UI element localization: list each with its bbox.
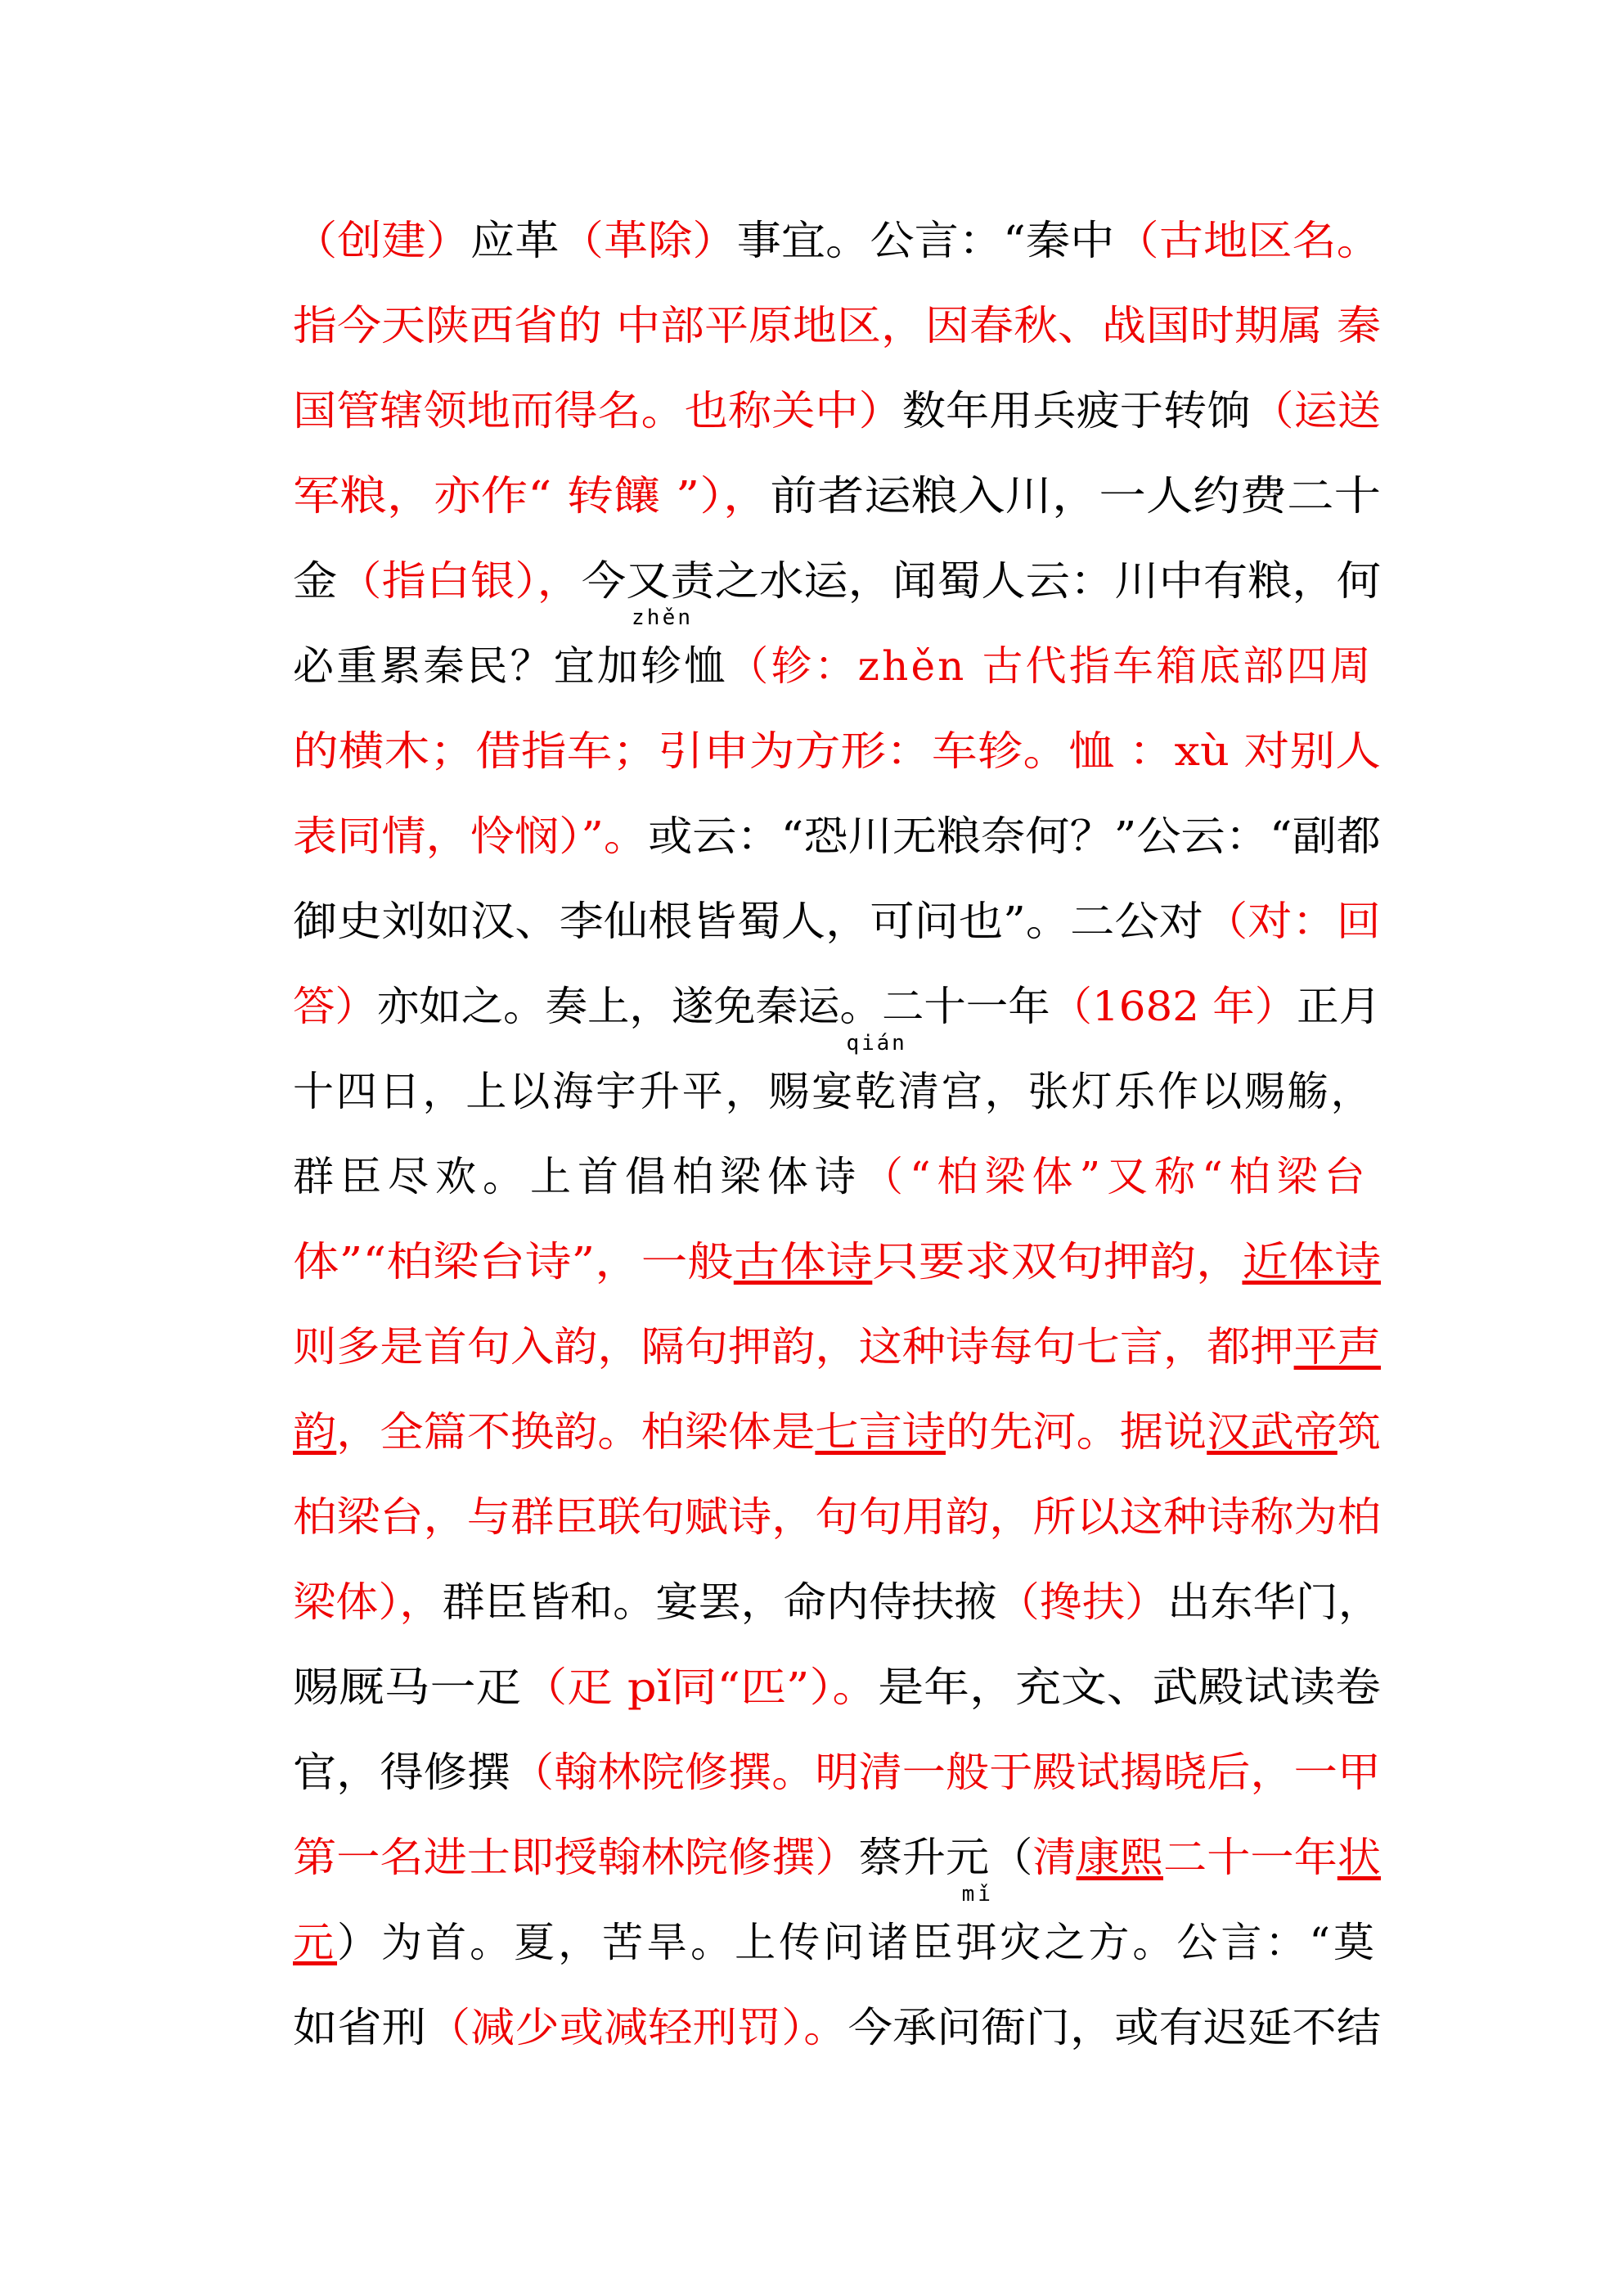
text-line-content	[293, 1995, 1381, 2054]
annotation-text: 康熙	[1076, 1834, 1163, 1881]
text-line	[293, 877, 1381, 962]
text-line-content	[293, 1484, 1381, 1543]
body-text: 必重累秦民？宜加	[293, 642, 641, 690]
body-text: 前者运粮入川，一人约费二十	[770, 472, 1381, 520]
annotation-text: 梁体），	[293, 1578, 443, 1626]
annotation-text: （革除）	[559, 217, 737, 264]
text-line	[293, 792, 1381, 877]
pinyin-annotation: qián	[846, 1031, 907, 1056]
body-text: 十四日，上以海宇升平，赐宴	[293, 1068, 856, 1115]
text-line	[293, 962, 1381, 1047]
body-text: 金	[293, 557, 338, 605]
body-text: 出东华门，	[1167, 1578, 1382, 1626]
body-text: 亦如之。奏上，遂免秦运。二十一年	[376, 983, 1050, 1030]
text-line	[293, 1473, 1381, 1558]
text-line	[293, 1813, 1381, 1898]
body-text: 赐厩马一疋	[293, 1663, 522, 1711]
annotation-text: （“柏梁体”又称“柏梁台	[862, 1153, 1372, 1200]
text-line-content	[293, 1229, 1381, 1288]
annotation-text: 清	[1032, 1834, 1077, 1881]
body-text: 群臣尽欢。上首倡柏梁体诗	[293, 1153, 862, 1200]
annotation-text: 只要求双句押韵，	[872, 1238, 1243, 1285]
text-line-content	[293, 293, 1381, 352]
body-text: 蔡升元（	[858, 1834, 1033, 1881]
annotation-text: 则多是首句入韵，隔句押韵，这种诗每句七言，都押	[293, 1323, 1294, 1371]
body-text: 恤	[684, 642, 728, 690]
annotated-character-text: 轸	[641, 642, 685, 690]
text-line	[293, 1218, 1381, 1303]
pinyin-annotation: zhěn	[632, 606, 694, 630]
body-text: 灾之方。公言：“莫	[1000, 1919, 1378, 1966]
annotation-text: 筑	[1337, 1408, 1381, 1456]
text-line-content	[293, 1740, 1381, 1799]
annotation-text: （指白银），	[337, 557, 582, 605]
body-text: 或云：“恐川无粮奈何？”公云：“副都	[648, 813, 1381, 860]
annotation-text: 第一名进士即授翰林院修撰）	[293, 1834, 859, 1881]
annotation-text: 的先河。据说	[946, 1408, 1207, 1456]
body-text: 正月	[1297, 983, 1381, 1030]
text-line	[293, 1643, 1381, 1728]
text-line-content	[293, 1882, 1378, 1969]
annotated-character	[632, 606, 694, 692]
annotation-text: 二十一年	[1163, 1834, 1338, 1881]
body-text: 御史刘如汉、李仙根皆蜀人，可问也”。二公对	[293, 898, 1203, 945]
text-line-content	[293, 606, 1373, 692]
body-text: 官，得修撰	[293, 1749, 510, 1796]
body-text: 如省刑	[293, 2004, 426, 2051]
text-line-content	[293, 378, 1381, 437]
body-text: 今承问衙门，或有迟延不结	[847, 2004, 1382, 2051]
annotation-text: （减少或减轻刑罚）。	[425, 2004, 848, 2051]
annotation-text: 国管辖领地而得名。也称关中）	[293, 387, 902, 434]
annotation-text: 表同情，怜悯）”。	[293, 813, 649, 860]
annotation-text: 元	[293, 1919, 338, 1966]
body-text: ）为首。夏，苦旱。上传问诸臣	[337, 1919, 956, 1966]
body-text: 川中有粮，何	[1114, 557, 1382, 605]
text-line-content	[293, 1031, 1374, 1118]
text-line	[293, 1388, 1381, 1473]
annotation-text: 状	[1337, 1834, 1381, 1881]
annotated-character	[955, 1882, 1000, 1969]
annotation-text: （古地区名。	[1114, 217, 1381, 264]
annotation-text: （疋 pǐ同“匹”）。	[521, 1663, 879, 1711]
annotation-text: （轸：zhěn 古代指车箱底部四周	[727, 642, 1373, 690]
body-text: 数年用兵疲于转饷	[901, 387, 1251, 434]
text-line	[293, 196, 1381, 281]
annotation-text: 的横木；借指车；引申为方形：车轸。恤 ：xù 对别人	[293, 727, 1381, 775]
text-line-content	[293, 974, 1381, 1033]
text-line-content	[293, 463, 1381, 522]
annotation-text: 指今天陕西省的 中部平原地区，因春秋、战国时期属 秦	[293, 302, 1381, 349]
annotation-text: （运送	[1250, 387, 1381, 434]
text-line-content	[293, 1144, 1372, 1203]
annotated-character-text: 乾	[855, 1068, 899, 1115]
document-text-body	[293, 196, 1381, 2069]
text-line-content	[293, 1825, 1381, 1884]
annotation-text: 柏梁台，与群臣联句赋诗，句句用韵，所以这种诗称为柏	[293, 1493, 1381, 1541]
body-text: 群臣皆和。宴罢，命内侍扶掖	[442, 1578, 997, 1626]
text-line-content	[293, 1314, 1381, 1373]
annotation-text: 军粮，亦作“ 转饟 ”），	[293, 472, 771, 520]
text-line	[293, 606, 1381, 707]
text-line	[293, 1882, 1381, 1983]
text-line	[293, 1132, 1381, 1218]
annotation-text: 答）	[293, 983, 377, 1030]
text-line	[293, 1558, 1381, 1643]
annotation-text: （翰林院修撰。明清一般于殿试揭晓后，一甲	[510, 1749, 1381, 1796]
annotation-text: 韵	[293, 1408, 337, 1456]
annotation-text: （搀扶）	[996, 1578, 1168, 1626]
text-line-content	[293, 548, 1381, 607]
annotation-text: 平声	[1293, 1323, 1381, 1371]
annotation-text: 体”“柏梁台诗”，一般	[293, 1238, 734, 1285]
annotation-text: 汉武帝	[1207, 1408, 1338, 1456]
text-line	[293, 1031, 1381, 1132]
pinyin-annotation: mǐ	[961, 1882, 994, 1907]
body-text: 事宜。	[736, 217, 870, 264]
body-text: 清宫，张灯乐作以赐觞，	[898, 1068, 1374, 1115]
text-line	[293, 1303, 1381, 1388]
annotation-text: （对：回	[1203, 898, 1381, 945]
text-line	[293, 367, 1381, 452]
text-line-content	[293, 208, 1381, 267]
annotation-text: 七言诗	[815, 1408, 946, 1456]
annotated-character-text: 弭	[955, 1919, 1000, 1966]
text-line-content	[293, 1654, 1381, 1713]
body-text: 今又责之水运，闻蜀人云：	[581, 557, 1115, 605]
annotation-text: ，全篇不换韵。柏梁体是	[336, 1408, 816, 1456]
text-line-content	[293, 718, 1381, 777]
text-line	[293, 452, 1381, 537]
text-line-content	[293, 1569, 1381, 1628]
annotation-text: （1682 年）	[1050, 983, 1297, 1030]
body-text: 是年，充文、武殿试读卷	[878, 1663, 1381, 1711]
text-line	[293, 1728, 1381, 1813]
text-line	[293, 1983, 1381, 2069]
text-line-content	[293, 889, 1381, 948]
annotation-text: 近体诗	[1242, 1238, 1381, 1285]
body-text: 应革	[470, 217, 560, 264]
annotated-character	[846, 1031, 907, 1118]
text-line-content	[293, 804, 1381, 862]
annotation-text: 古体诗	[733, 1238, 873, 1285]
annotation-text: （创建）	[293, 217, 471, 264]
text-line	[293, 537, 1381, 622]
text-line	[293, 281, 1381, 367]
text-line-content	[293, 1399, 1381, 1458]
text-line	[293, 707, 1381, 792]
body-text: 公言：“秦中	[870, 217, 1115, 264]
